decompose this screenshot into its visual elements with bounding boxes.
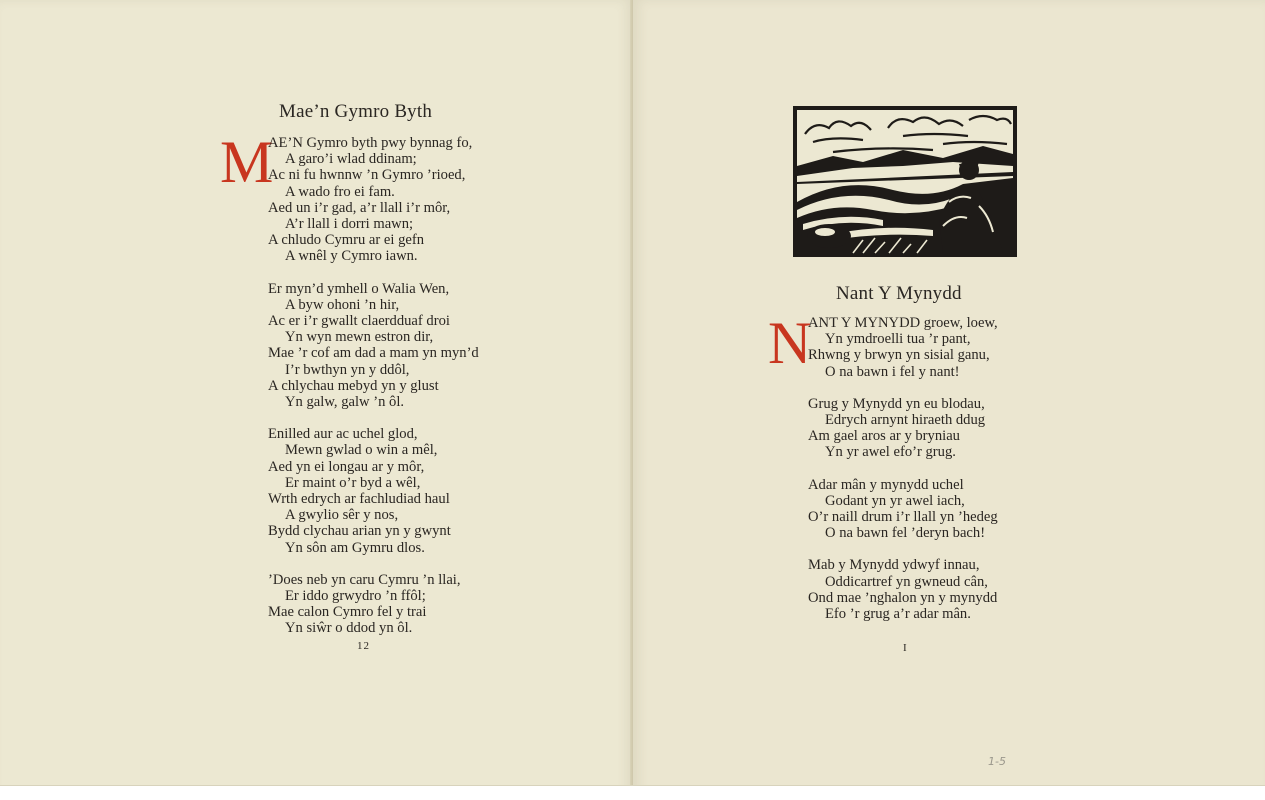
poem-line: Ac er i’r gwallt claerdduaf droi [268,313,450,330]
poem-line: Yn galw, galw ’n ôl. [285,394,405,411]
poem-line: A byw ohoni ’n hir, [285,296,400,313]
poem-line: Mae calon Cymro fel y trai [268,604,427,621]
poem-line: Aed yn ei longau ar y môr, [268,458,425,475]
poem-line: Oddicartref yn gwneud cân, [825,573,988,590]
poem-line: Rhwng y brwyn yn sisial ganu, [808,347,990,364]
poem-line: Am gael aros ar y bryniau [808,428,960,445]
poem-line: Yn wyn mewn estron dir, [285,329,434,346]
poem-line: Mae ’r cof am dad a mam yn myn’d [268,345,479,362]
poem-line: Edrych arnynt hiraeth ddug [825,412,986,429]
poem-line: Enilled aur ac uchel glod, [268,426,418,443]
stanza [268,426,479,556]
poem-line: Yn ymdroelli tua ’r pant, [825,331,971,348]
pencil-annotation: 1-5 [988,755,1006,768]
poem-line: Grug y Mynydd yn eu blodau, [808,395,985,412]
poem-line: O na bawn i fel y nant! [825,363,960,380]
poem-line: Er myn’d ymhell o Walia Wen, [268,280,450,297]
drop-cap: M [220,129,274,195]
poem-line: Ond mae ’nghalon yn y mynydd [808,589,998,606]
poem-line: Wrth edrych ar fachludiad haul [268,491,450,508]
poem-title: Mae’n Gymro Byth [279,101,433,122]
poem-body [808,315,998,638]
poem-line: Er iddo grwydro ’n ffôl; [285,588,426,605]
poem-line: I’r bwthyn yn y ddôl, [285,361,410,378]
poem-body [268,135,479,653]
page-number: 12 [357,640,370,652]
page-bottom-edge [0,785,1265,800]
poem-line: Mab y Mynydd ydwyf innau, [808,557,980,574]
poem-line: ’Does neb yn caru Cymru ’n llai, [268,571,461,588]
poem-line: A chludo Cymru ar ei gefn [268,232,425,249]
poem-line: Aed un i’r gad, a’r llall i’r môr, [268,199,451,216]
poem-line: ANT Y MYNYDD groew, loew, [808,315,998,331]
poem-line: A garo’i wlad ddinam; [285,151,417,168]
poem-line: Bydd clychau arian yn y gwynt [268,523,451,540]
poem-line: Godant yn yr awel iach, [825,492,965,509]
drop-cap: N [768,310,812,376]
poem-line: AE’N Gymro byth pwy bynnag fo, [268,135,473,151]
poem-line: A wnêl y Cymro iawn. [285,248,418,265]
stanza [808,396,998,461]
poem-title: Nant Y Mynydd [836,283,962,304]
poem-line: Mewn gwlad o win a mêl, [285,442,438,459]
stanza [268,135,479,265]
poem-line: Adar mân y mynydd uchel [808,476,964,493]
poem-line: O na bawn fel ’deryn bach! [825,525,986,542]
stanza [268,281,479,411]
poem-line: Yn sôn am Gymru dlos. [285,539,425,556]
poem-line: A wado fro ei fam. [285,183,395,200]
stanza [808,315,998,380]
stanza [808,477,998,542]
poem-line: Efo ’r grug a’r adar mân. [825,606,971,623]
poem-line: O’r naill drum i’r llall yn ’hedeg [808,509,998,526]
poem-line: A’r llall i dorri mawn; [285,216,414,233]
page-number: I [903,642,908,654]
poem-line: A chlychau mebyd yn y glust [268,377,439,394]
poem-line: A gwylio sêr y nos, [285,507,399,524]
stanza [268,572,479,637]
poem-line: Yn yr awel efo’r grug. [825,444,956,461]
poem-line: Er maint o’r byd a wêl, [285,474,421,491]
stanza [808,557,998,622]
poem-line: Yn siŵr o ddod yn ôl. [285,620,413,637]
poem-line: Ac ni fu hwnnw ’n Gymro ’rioed, [268,167,466,184]
woodcut-illustration [793,106,1017,257]
